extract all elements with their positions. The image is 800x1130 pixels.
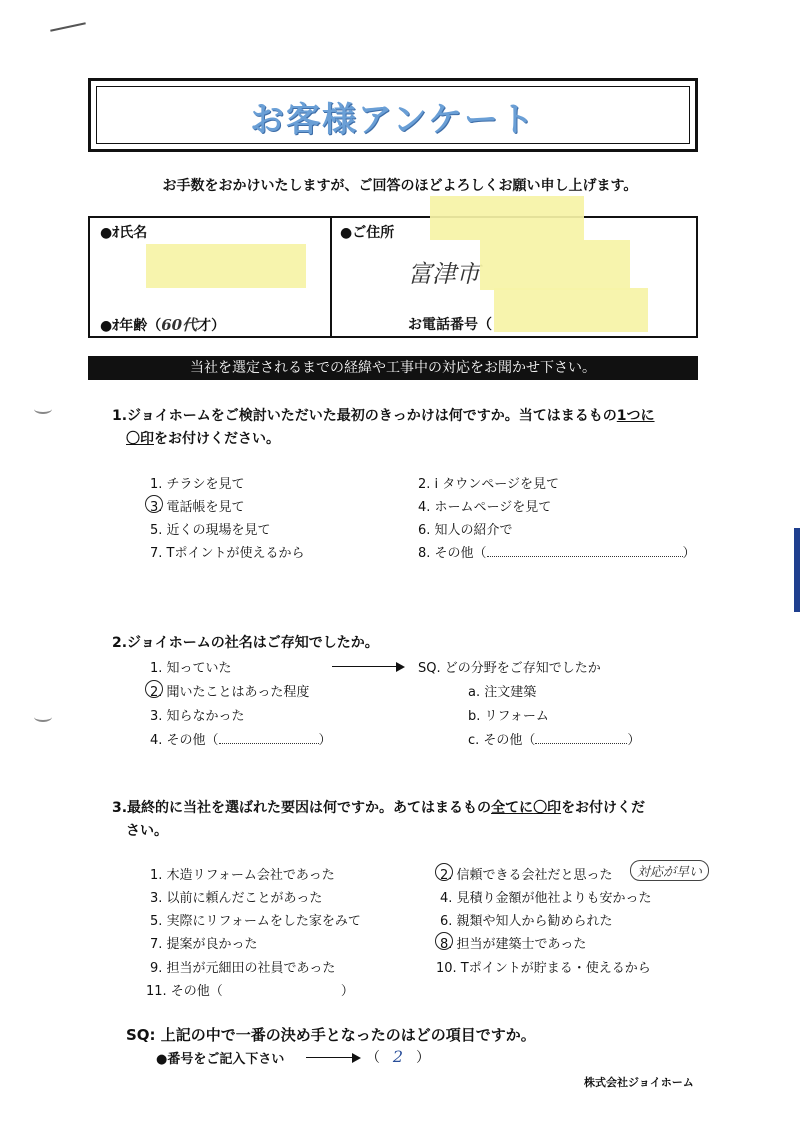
q3-option-11-label: 11. その他（: [146, 984, 223, 999]
title-box: [88, 78, 698, 152]
q2-sub-a: a. 注文建築: [468, 685, 537, 700]
q3-answer-circle-2: [435, 863, 453, 881]
address-handwritten: 富津市: [408, 260, 480, 288]
q3-option-5: 5. 実際にリフォームをした家をみて: [150, 914, 361, 929]
q1-option-8-label: 8. その他（: [418, 546, 487, 561]
q3-answer-circle-8: [435, 932, 453, 950]
q3-option-3: 3. 以前に頼んだことがあった: [150, 891, 323, 906]
redaction-address-top: [430, 196, 584, 240]
edge-tab: [794, 528, 800, 612]
q1-option-1: 1. チラシを見て: [150, 477, 245, 492]
q1-close-paren: ）: [682, 546, 696, 561]
q3-option-10: 10. Tポイントが貯まる・使えるから: [436, 961, 651, 976]
final-open-paren: （: [366, 1050, 380, 1066]
q3-close-paren: ）: [340, 984, 354, 999]
q1-option-6: 6. 知人の紹介で: [418, 523, 513, 538]
final-answer-value: 2: [392, 1047, 404, 1066]
q1-line1: [112, 405, 655, 425]
stray-pen-mark: [50, 22, 86, 31]
q1-option-5: 5. 近くの現場を見て: [150, 523, 271, 538]
q2-arrow-head: [396, 662, 405, 672]
redaction-address: [480, 240, 630, 290]
q2-sub-c: [468, 729, 640, 748]
margin-mark: [34, 404, 52, 414]
title-inner-frame: [96, 86, 690, 144]
q2-sub-other-field: [535, 743, 627, 744]
q1-emphasis-mark: 〇印: [126, 431, 154, 447]
age-value: 60代: [161, 316, 198, 334]
final-close-paren: ）: [416, 1050, 430, 1066]
q1-answer-circle: [145, 495, 163, 513]
q1-text: 1.ジョイホームをご検討いただいた最初のきっかけは何ですか。当てはまるもの: [112, 408, 617, 424]
q3-line2: さい。: [126, 823, 168, 839]
q3-emphasis-mark: 〇印: [533, 800, 562, 816]
page-title: お客様アンケート: [250, 100, 536, 140]
q3-option-2: 2. 信頼できる会社だと思った: [440, 868, 613, 883]
q2-sub-b: b. リフォーム: [468, 709, 549, 724]
q3-option-6: 6. 親類や知人から勧められた: [440, 914, 613, 929]
q2-option-3: 3. 知らなかった: [150, 709, 245, 724]
q1-option-8: [418, 542, 696, 561]
q2-option-4-label: 4. その他（: [150, 733, 219, 748]
q3-line1: [112, 797, 645, 817]
q3-emphasis-all: 全てに: [491, 800, 534, 816]
name-label: ●ｵ氏名: [100, 225, 148, 241]
q1-option-7: 7. Tポイントが使えるから: [150, 546, 305, 561]
final-arrow-head: [352, 1053, 361, 1063]
q3-text-post: をお付けくだ: [561, 800, 646, 816]
q1-option-2: 2. i タウンページを見て: [418, 477, 560, 492]
intro-text: お手数をおかけいたしますが、ご回答のほどよろしくお願い申し上げます。: [162, 178, 638, 194]
q2-close-paren: ）: [318, 733, 332, 748]
info-divider: [330, 216, 332, 338]
q2-arrow-line: [332, 666, 396, 667]
q3-option-4: 4. 見積り金額が他社よりも安かった: [440, 891, 652, 906]
q2-option-2: 2. 聞いたことはあった程度: [150, 685, 310, 700]
final-arrow-line: [306, 1057, 352, 1058]
redaction-name: [146, 244, 306, 288]
q2-other-field: [219, 743, 319, 744]
company-footer: 株式会社ジョイホーム: [584, 1076, 694, 1089]
q3-option-8: 8. 担当が建築士であった: [440, 937, 587, 952]
age-label: [100, 314, 225, 335]
redaction-phone: [494, 288, 648, 332]
q1-option-4: 4. ホームページを見て: [418, 500, 552, 515]
address-label: ●ご住所: [340, 225, 395, 241]
q3-handwritten-note: 対応が早い: [630, 860, 709, 881]
final-sq-prompt: ●番号をご記入下さい: [156, 1052, 285, 1067]
q2-title: 2.ジョイホームの社名はご存知でしたか。: [112, 635, 379, 651]
q3-option-11: [146, 980, 354, 999]
q1-emphasis: 1つに: [616, 408, 655, 424]
q1-option-3: 3. 電話帳を見て: [150, 500, 245, 515]
section-banner: 当社を選定されるまでの経緯や工事中の対応をお聞かせ下さい。: [88, 356, 698, 380]
q1-text-2: をお付けください。: [154, 431, 280, 447]
q2-sq: SQ. どの分野をご存知でしたか: [418, 661, 601, 676]
margin-mark: [34, 712, 52, 722]
age-label-text: ●ｵ年齢（: [100, 318, 162, 334]
final-sq-question: SQ: 上記の中で一番の決め手となったのはどの項目ですか。: [126, 1026, 536, 1044]
phone-label: お電話番号（: [408, 317, 492, 333]
final-answer-group: [366, 1047, 430, 1067]
q1-line2: [126, 428, 280, 448]
q2-answer-circle: [145, 680, 163, 698]
q3-option-7: 7. 提案が良かった: [150, 937, 258, 952]
q3-text: 3.最終的に当社を選ばれた要因は何ですか。あてはまるもの: [112, 800, 492, 816]
q2-option-4: [150, 729, 332, 748]
q2-option-1: 1. 知っていた: [150, 661, 232, 676]
q3-option-1: 1. 木造リフォーム会社であった: [150, 868, 335, 883]
q1-other-field: [487, 556, 683, 557]
age-suffix: 才）: [197, 318, 226, 334]
q2-sub-c-label: c. その他（: [468, 733, 536, 748]
q3-option-9: 9. 担当が元細田の社員であった: [150, 961, 336, 976]
q2-sub-close-paren: ）: [627, 733, 641, 748]
